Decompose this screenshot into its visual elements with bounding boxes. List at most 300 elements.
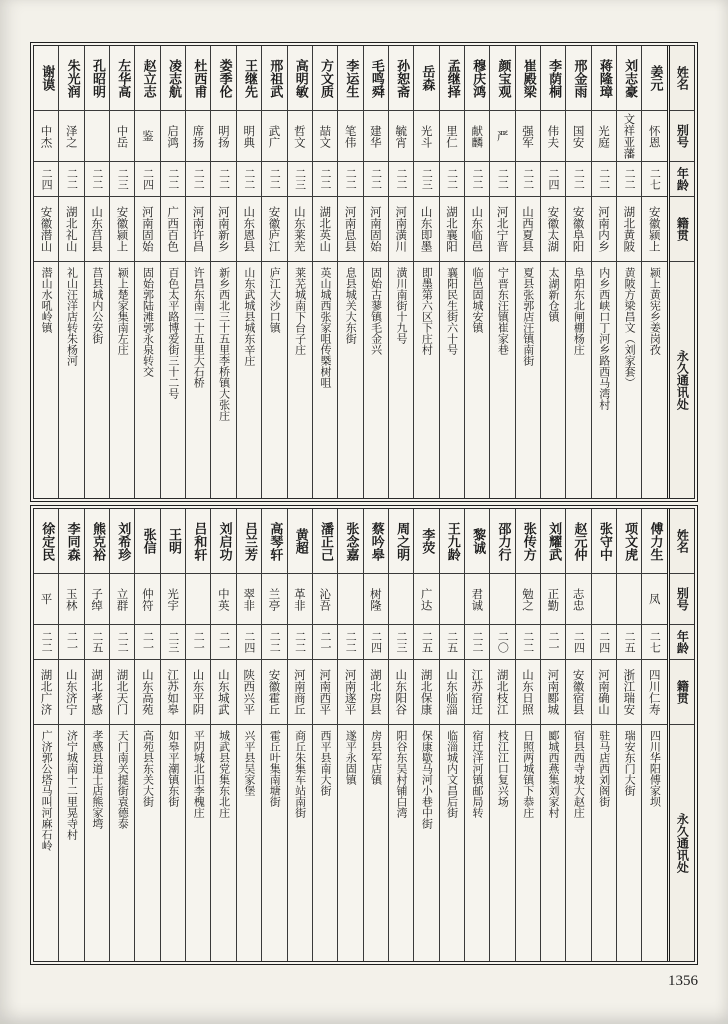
entry-native: 河南固始: [135, 196, 159, 261]
entry-alias: 席扬: [186, 110, 210, 161]
entry-name: 高明敏: [292, 58, 308, 98]
entry-age: 二二: [59, 161, 83, 196]
entry-address: 天门南关提街袁德泰: [110, 724, 134, 960]
entry-age: 二二: [516, 161, 540, 196]
header-address: 永久通讯处: [670, 261, 694, 498]
entry-alias: 强军: [516, 110, 540, 161]
entry-column: [515, 46, 540, 498]
entry-address: 百色太平路博爱街三十二号: [161, 261, 185, 497]
entry-native: 湖北英山: [313, 196, 337, 261]
entry-address: 阳谷东吴村铺白湾: [389, 724, 413, 960]
entry-name: 张传方: [520, 521, 536, 561]
entry-address: 庐江大沙口镇: [262, 261, 286, 497]
entry-address: 郾城西燕集刘家村: [541, 724, 565, 960]
entry-alias: 武广: [262, 110, 286, 161]
entry-name: 岳森: [419, 65, 435, 91]
entry-alias: [389, 573, 413, 624]
entry-column: [540, 46, 565, 498]
entry-alias: [186, 573, 210, 624]
entry-name: 崔殿梁: [520, 58, 536, 98]
entry-native: 山东日照: [516, 659, 540, 724]
entry-address: 瑞安东门大街: [617, 724, 641, 960]
entry-name: 赵元仲: [571, 521, 587, 561]
entry-address: 太湖新仓镇: [541, 261, 565, 497]
entry-alias: 革非: [288, 573, 312, 624]
entry-native: 广西百色: [161, 196, 185, 261]
entry-native: 湖北孝感: [85, 659, 109, 724]
entry-alias: 平: [34, 573, 58, 624]
entry-alias: 笔伟: [338, 110, 362, 161]
entry-name: 蒋隆璋: [596, 58, 612, 98]
entry-column: [109, 46, 134, 498]
entry-address: 新乡西北三十五里李桥镇大张庄: [211, 261, 235, 497]
entry-native: 湖北枝江: [490, 659, 514, 724]
entry-native: 安徽霍丘: [262, 659, 286, 724]
entry-address: 驻马店西刘阁街: [592, 724, 616, 960]
entry-native: 安徽宿县: [566, 659, 590, 724]
entry-address: 高苑县东关大街: [135, 724, 159, 960]
entry-native: 安徽颍上: [642, 196, 666, 261]
entry-name: 潘正己: [318, 521, 334, 561]
entry-column: [464, 509, 489, 961]
entry-age: 二五: [617, 624, 641, 659]
entry-native: 河北宁晋: [490, 196, 514, 261]
entry-alias: 仲符: [135, 573, 159, 624]
entry-column: [287, 509, 312, 961]
entry-address: 枝江江口复兴场: [490, 724, 514, 960]
entry-column: [58, 509, 83, 961]
entry-address: 潢川南街十九号: [389, 261, 413, 497]
entry-address: 黄陂方梁昌文（刘家套）: [617, 261, 641, 497]
entry-alias: 兰亭: [262, 573, 286, 624]
entry-alias: 勉之: [516, 573, 540, 624]
entry-age: 二四: [541, 161, 565, 196]
entry-alias: 中英: [211, 573, 235, 624]
entry-name: 颜宝观: [495, 58, 511, 98]
header-column: [667, 46, 694, 498]
entry-name: 方文质: [318, 58, 334, 98]
entry-native: 江苏如皋: [161, 659, 185, 724]
entry-name: 李荫桐: [546, 58, 562, 98]
entry-column: [84, 46, 109, 498]
entry-age: 二一: [186, 624, 210, 659]
entry-age: 二四: [34, 161, 58, 196]
entry-alias: 正勤: [541, 573, 565, 624]
entry-name: 王九龄: [444, 521, 460, 561]
entry-alias: 光斗: [414, 110, 438, 161]
entry-native: 河南内乡: [592, 196, 616, 261]
entry-name: 邵力行: [495, 521, 511, 561]
entry-address: 霍丘叶集南塘街: [262, 724, 286, 960]
entry-native: 山东平阴: [186, 659, 210, 724]
entry-name: 李运生: [343, 58, 359, 98]
entry-name: 毛鸣舜: [368, 58, 384, 98]
entry-address: 潜山水吼岭镇: [34, 261, 58, 497]
entry-age: 二四: [592, 624, 616, 659]
entry-column: [185, 46, 210, 498]
entry-name: 左华高: [115, 58, 131, 98]
header-address: 永久通讯处: [670, 724, 694, 961]
entry-alias: 广达: [414, 573, 438, 624]
entry-name: 刘耀武: [546, 521, 562, 561]
entry-column: [160, 509, 185, 961]
entry-native: 安徽潜山: [34, 196, 58, 261]
roster-table-bottom: [30, 505, 698, 965]
entry-name: 杜西甫: [191, 58, 207, 98]
entry-native: 山西夏县: [516, 196, 540, 261]
page-number: 1356: [668, 973, 698, 989]
entry-address: 固始郭陆滩郭永泉转交: [135, 261, 159, 497]
entry-alias: 玉林: [59, 573, 83, 624]
entry-name: 邢金雨: [571, 58, 587, 98]
entry-name: 熊克裕: [89, 521, 105, 561]
entry-column: [616, 46, 641, 498]
entry-age: 二二: [262, 624, 286, 659]
entry-native: 湖北广济: [34, 659, 58, 724]
entry-name: 周之明: [394, 521, 410, 561]
entry-native: 安徽太湖: [541, 196, 565, 261]
entry-column: [439, 46, 464, 498]
entry-age: 二五: [414, 624, 438, 659]
entry-age: 二二: [516, 624, 540, 659]
entry-age: 二二: [262, 161, 286, 196]
entry-native: 河南商丘: [288, 659, 312, 724]
entry-column: [363, 46, 388, 498]
entry-address: 临邑固城安镇: [465, 261, 489, 497]
header-age: 年龄: [670, 161, 694, 196]
header-age: 年龄: [670, 624, 694, 659]
entry-native: 山东临邑: [465, 196, 489, 261]
entry-alias: 志忠: [566, 573, 590, 624]
entry-alias: 建华: [364, 110, 388, 161]
entry-column: [388, 509, 413, 961]
entry-age: 二二: [440, 161, 464, 196]
entry-name: 穆庆鸿: [470, 58, 486, 98]
entry-native: 河南郾城: [541, 659, 565, 724]
entry-column: [565, 46, 590, 498]
entry-name: 朱光润: [64, 58, 80, 98]
entry-alias: [338, 573, 362, 624]
entry-column: [641, 46, 666, 498]
entry-native: 河南许昌: [186, 196, 210, 261]
entry-column: [515, 509, 540, 961]
entry-native: 山东济宁: [59, 659, 83, 724]
roster-top-columns: [33, 45, 695, 499]
entry-name: 李同森: [64, 521, 80, 561]
entry-native: 山东阳谷: [389, 659, 413, 724]
directory-table: [30, 42, 698, 965]
entry-alias: [617, 573, 641, 624]
entry-column: [591, 509, 616, 961]
entry-address: 日照两城镇下恭庄: [516, 724, 540, 960]
entry-alias: 凤: [642, 573, 666, 624]
entry-column: [261, 46, 286, 498]
entry-native: 浙江瑞安: [617, 659, 641, 724]
entry-column: [388, 46, 413, 498]
entry-native: 湖北礼山: [59, 196, 83, 261]
entry-alias: 毓宵: [389, 110, 413, 161]
entry-column: [565, 509, 590, 961]
entry-age: 二二: [313, 161, 337, 196]
entry-column: [337, 46, 362, 498]
entry-address: 莱芜城南下台子庄: [288, 261, 312, 497]
entry-address: 夏县张郭店汪镇南街: [516, 261, 540, 497]
entry-native: 湖北天门: [110, 659, 134, 724]
entry-column: [312, 46, 337, 498]
entry-column: [109, 509, 134, 961]
entry-age: 二三: [288, 161, 312, 196]
entry-native: 河南潢川: [389, 196, 413, 261]
entry-age: 二二: [211, 161, 235, 196]
entry-alias: [440, 573, 464, 624]
entry-age: 二三: [161, 624, 185, 659]
entry-name: 徐定民: [39, 521, 55, 561]
entry-column: [210, 509, 235, 961]
entry-age: 二二: [161, 161, 185, 196]
entry-address: 山东武城县城东辛庄: [237, 261, 261, 497]
entry-column: [489, 46, 514, 498]
entry-age: 二二: [617, 161, 641, 196]
entry-address: 许昌东南二十五里大石桥: [186, 261, 210, 497]
entry-alias: 光庭: [592, 110, 616, 161]
entry-name: 黎诚: [470, 528, 486, 554]
entry-native: 河南遂平: [338, 659, 362, 724]
entry-column: [58, 46, 83, 498]
entry-name: 谢谟: [39, 65, 55, 91]
entry-age: 二五: [440, 624, 464, 659]
entry-address: 商丘朱集车站南街: [288, 724, 312, 960]
entry-native: 河南西平: [313, 659, 337, 724]
entry-native: 河南息县: [338, 196, 362, 261]
entry-age: 二五: [85, 624, 109, 659]
entry-age: 二三: [389, 624, 413, 659]
entry-age: 二二: [338, 161, 362, 196]
entry-native: 河南确山: [592, 659, 616, 724]
entry-age: 二二: [237, 161, 261, 196]
entry-native: 江苏宿迁: [465, 659, 489, 724]
entry-age: 二二: [389, 161, 413, 196]
entry-native: 湖北保康: [414, 659, 438, 724]
entry-address: 宿迁洋河镇邮局转: [465, 724, 489, 960]
entry-alias: 立群: [110, 573, 134, 624]
entry-alias: [85, 110, 109, 161]
roster-table-top: [30, 42, 698, 502]
entry-alias: 里仁: [440, 110, 464, 161]
entry-age: 二二: [288, 624, 312, 659]
entry-name: 孟继择: [444, 58, 460, 98]
entry-alias: 明典: [237, 110, 261, 161]
entry-name: 孙恕斋: [394, 58, 410, 98]
entry-column: [261, 509, 286, 961]
entry-column: [236, 46, 261, 498]
entry-native: 四川仁寿: [642, 659, 666, 724]
entry-name: 邢祖武: [267, 58, 283, 98]
entry-name: 张念嘉: [343, 521, 359, 561]
entry-age: 二二: [338, 624, 362, 659]
entry-alias: 哲文: [288, 110, 312, 161]
entry-address: 莒县城内公安街: [85, 261, 109, 497]
entry-alias: 文祥亚藩: [617, 110, 641, 161]
entry-native: 湖北黄陂: [617, 196, 641, 261]
entry-native: 山东高苑: [135, 659, 159, 724]
entry-name: 娄季伦: [216, 58, 232, 98]
entry-column: [134, 509, 159, 961]
header-alias: 别号: [670, 110, 694, 161]
entry-address: 广济郭公塔马叫河麻石岭: [34, 724, 58, 960]
entry-age: 二七: [642, 624, 666, 659]
entry-column: [540, 509, 565, 961]
entry-alias: 光宇: [161, 573, 185, 624]
entry-alias: 献麟: [465, 110, 489, 161]
entry-name: 李荧: [419, 528, 435, 554]
entry-address: 西平县南大街: [313, 724, 337, 960]
entry-alias: 伟夫: [541, 110, 565, 161]
entry-address: 颍上楚家集南左庄: [110, 261, 134, 497]
entry-address: 宿县西寺坡大赵庄: [566, 724, 590, 960]
entry-name: 姜元: [647, 65, 663, 91]
entry-native: 山东恩县: [237, 196, 261, 261]
entry-address: 即墨第六区下庄村: [414, 261, 438, 497]
entry-native: 山东即墨: [414, 196, 438, 261]
entry-name: 吕和轩: [191, 521, 207, 561]
entry-column: [185, 509, 210, 961]
entry-age: 二七: [642, 161, 666, 196]
entry-age: 二二: [490, 161, 514, 196]
entry-column: [413, 46, 438, 498]
entry-alias: 中岳: [110, 110, 134, 161]
entry-name: 黄超: [292, 528, 308, 554]
entry-age: 二三: [110, 161, 134, 196]
entry-native: 河南新乡: [211, 196, 235, 261]
entry-native: 湖北房县: [364, 659, 388, 724]
entry-alias: 严: [490, 110, 514, 161]
header-native: 籍贯: [670, 659, 694, 724]
entry-native: 湖北襄阳: [440, 196, 464, 261]
entry-column: [34, 509, 58, 961]
entry-name: 孔昭明: [89, 58, 105, 98]
entry-age: 二一: [59, 624, 83, 659]
header-name: 姓名: [675, 66, 690, 90]
entry-alias: [490, 573, 514, 624]
entry-column: [312, 509, 337, 961]
entry-name: 刘志豪: [622, 58, 638, 98]
entry-column: [134, 46, 159, 498]
entry-address: 阜阳东北闸棚杨庄: [566, 261, 590, 497]
entry-alias: 国安: [566, 110, 590, 161]
entry-address: 临淄城内文昌后街: [440, 724, 464, 960]
entry-age: 二〇: [490, 624, 514, 659]
entry-column: [616, 509, 641, 961]
entry-age: 二二: [186, 161, 210, 196]
entry-alias: 启鸿: [161, 110, 185, 161]
entry-address: 孝感县道士店熊家塆: [85, 724, 109, 960]
entry-age: 二二: [85, 161, 109, 196]
entry-address: 保康歇马河小巷中街: [414, 724, 438, 960]
entry-name: 傅力生: [647, 521, 663, 561]
entry-native: 山东莒县: [85, 196, 109, 261]
entry-age: 二三: [414, 161, 438, 196]
entry-age: 二二: [566, 161, 590, 196]
entry-age: 二二: [592, 161, 616, 196]
entry-native: 陕西兴平: [237, 659, 261, 724]
entry-age: 二一: [135, 624, 159, 659]
entry-address: 固始古蓼镇毛金兴: [364, 261, 388, 497]
entry-alias: 明扬: [211, 110, 235, 161]
header-native: 籍贯: [670, 196, 694, 261]
entry-native: 安徽庐江: [262, 196, 286, 261]
entry-alias: 树隆: [364, 573, 388, 624]
entry-alias: 中杰: [34, 110, 58, 161]
entry-address: 息县城关大东街: [338, 261, 362, 497]
entry-alias: 翠非: [237, 573, 261, 624]
entry-name: 刘希珍: [115, 521, 131, 561]
entry-name: 赵立志: [140, 58, 156, 98]
entry-column: [236, 509, 261, 961]
entry-alias: 君诚: [465, 573, 489, 624]
entry-age: 二四: [237, 624, 261, 659]
entry-address: 英山城西张家咀传槩树咀: [313, 261, 337, 497]
entry-column: [591, 46, 616, 498]
entry-name: 蔡吟皋: [368, 521, 384, 561]
roster-bottom-columns: [33, 508, 695, 962]
entry-column: [84, 509, 109, 961]
entry-native: 安徽颍上: [110, 196, 134, 261]
entry-name: 项文虎: [622, 521, 638, 561]
entry-column: [287, 46, 312, 498]
entry-column: [337, 509, 362, 961]
entry-name: 王继先: [242, 58, 257, 98]
entry-address: 如皋平潮镇东街: [161, 724, 185, 960]
entry-address: 遂平永固镇: [338, 724, 362, 960]
entry-name: 张信: [140, 528, 156, 554]
entry-column: [210, 46, 235, 498]
entry-address: 礼山汪洋店转朱杨河: [59, 261, 83, 497]
entry-age: 二四: [364, 624, 388, 659]
entry-column: [160, 46, 185, 498]
entry-age: 二二: [34, 624, 58, 659]
entry-name: 凌志航: [165, 58, 181, 98]
entry-native: 山东临淄: [440, 659, 464, 724]
entry-age: 二二: [364, 161, 388, 196]
entry-native: 安徽阜阳: [566, 196, 590, 261]
entry-age: 二一: [541, 624, 565, 659]
entry-name: 高琴轩: [267, 521, 283, 561]
entry-address: 城武县党集东北庄: [211, 724, 235, 960]
entry-address: 宁晋东汪镇崔家巷: [490, 261, 514, 497]
header-name: 姓名: [675, 529, 690, 553]
entry-name: 吕兰芳: [242, 521, 257, 561]
entry-alias: [592, 573, 616, 624]
entry-name: 王明: [165, 528, 181, 554]
entry-address: 济宁城南十二里晃寺村: [59, 724, 83, 960]
entry-name: 张守中: [596, 521, 612, 561]
entry-address: 襄阳民生街六十号: [440, 261, 464, 497]
entry-age: 二一: [313, 624, 337, 659]
entry-native: 河南固始: [364, 196, 388, 261]
entry-alias: 泽之: [59, 110, 83, 161]
entry-age: 二四: [566, 624, 590, 659]
entry-column: [641, 509, 666, 961]
entry-name: 刘启功: [216, 521, 232, 561]
entry-alias: 子绰: [85, 573, 109, 624]
entry-column: [439, 509, 464, 961]
entry-address: 四川华阳傅家坝: [642, 724, 666, 960]
entry-alias: 喆文: [313, 110, 337, 161]
header-column: [667, 509, 694, 961]
entry-column: [413, 509, 438, 961]
entry-column: [464, 46, 489, 498]
header-alias: 别号: [670, 573, 694, 624]
